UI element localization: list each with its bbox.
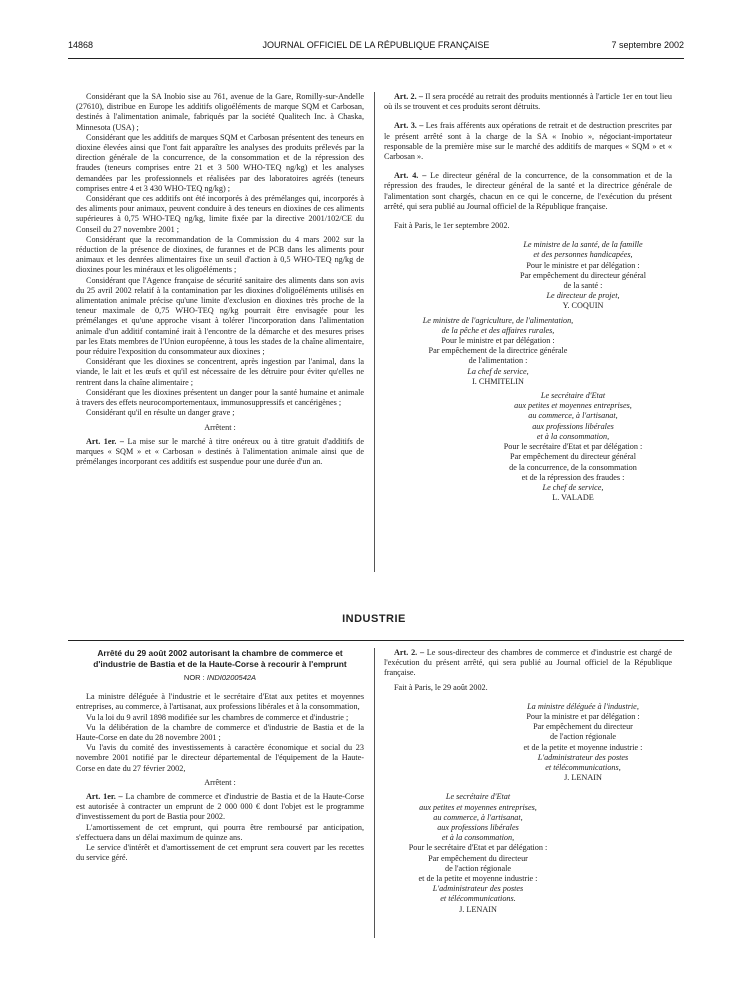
sig-line: de l'action régionale [444, 863, 512, 873]
sig-line: Par empêchement du directeur [533, 722, 633, 732]
decree-title: Arrêté du 29 août 2002 autorisant la chambre de commerce et d'industrie de Bastia et de la Haute-Corse à recourir à l'emprunt [93, 648, 347, 669]
article-1-text: La mise sur le marché à titre onéreux ou à titre gratuit d'additifs de marques « SQM » et « Carbosan » destinés à l'alimentation animale ainsi que de prémélanges incorporant ces additifs est suspendue pour une durée d'un an. [76, 436, 365, 467]
sig-line: aux petites et moyennes entreprises, [419, 802, 537, 812]
sig-line: de la santé : [563, 281, 603, 291]
service-paragraph: Le service d'intérêt et d'amortissement de cet emprunt sera couvert par les recettes du service géré. [76, 843, 364, 863]
signature-block-secretaire [384, 792, 572, 914]
article-2 [384, 648, 672, 679]
issue-date: 7 septembre 2002 [611, 40, 684, 50]
sig-line: et télécommunications, [545, 763, 621, 773]
sig-line: au commerce, à l'artisanat, [433, 812, 523, 822]
article-2-text: Le sous-directeur des chambres de commerce et d'industrie est chargé de l'exécution du présent arrêté, qui sera publié au Journal officiel de la République française. [384, 648, 672, 678]
sig-line: Le secrétaire d'Etat [540, 391, 606, 401]
bottom-right-column [384, 648, 672, 915]
article-4 [384, 171, 672, 212]
sig-line: Par empêchement du directeur général [520, 270, 646, 280]
sig-line: et de la petite et moyenne industrie : [418, 874, 538, 884]
signatory-name: L. VALADE [552, 493, 594, 503]
column-divider-top [374, 92, 375, 572]
signatory-name: J. LENAIN [459, 904, 497, 914]
top-left-column [76, 92, 364, 467]
sig-line: Par empêchement de la directrice générale [428, 346, 568, 356]
sig-line: de l'alimentation : [468, 356, 528, 366]
arretent-label: Arrêtent : [204, 422, 236, 432]
sig-line: Par empêchement du directeur général [510, 452, 636, 462]
sig-line: Pour le secrétaire d'Etat et par délégation : [503, 442, 643, 452]
header-rule [68, 58, 684, 59]
nor-reference [76, 673, 364, 683]
article-1-text: La chambre de commerce et d'industrie de Bastia et de la Haute-Corse est autorisée à contracter un emprunt de 2 000 000 € dont l'objet est le programme d'investissement du port de Bastia pour 2002. [76, 792, 365, 822]
considerant-3: Considérant que ces additifs ont été incorporés à des prémélanges qui, incorporés à des aliments pour animaux, peuvent conduire à des teneurs en dioxines de ces aliments supérieures à 0,75 WHO-TEQ ng/kg, limite fixée par la directive 2001/102/CE du Conseil du 27 novembre 2001 ; [76, 194, 364, 234]
signature-block-agriculture [384, 316, 612, 387]
considerant-1: Considérant que la SA Inobio sise au 761, avenue de la Gare, Romilly-sur-Andelle (27610), distribue en Europe les additifs oligoéléments de marque SQM et Carbosan, destinés à l'alimentation animale, fabriqués par la société Qualitech Inc. à Chaska, Minnesota (USA) ; [76, 92, 364, 132]
considerant-2: Considérant que les additifs de marques SQM et Carbosan présentent des teneurs en dioxine élevées ainsi que l'ont fait apparaître les analyses des produits prélevés par la direction générale de la concurrence, de la consommation et de la répression des fraudes (teneurs comprises entre 21 et 3 500 WHO-TEQ ng/kg) et les analyses demandées par les professionnels et réalisées par des laboratoires agréés (teneurs comprises entre 4 et 3 430 WHO-TEQ ng/kg) ; [76, 132, 364, 193]
article-1-label: Art. 1er. – [86, 436, 124, 446]
sig-line: Par empêchement du directeur [428, 853, 528, 863]
preamble-3: Vu la délibération de la chambre de commerce et d'industrie de Bastia et de la Haute-Corse en date du 28 novembre 2001 ; [76, 722, 364, 743]
page-number: 14868 [68, 40, 94, 50]
sig-line: au commerce, à l'artisanat, [528, 411, 618, 421]
page-header [68, 40, 684, 54]
signature-block-secretaire [474, 391, 672, 503]
considerant-8: Considérant qu'il en résulte un danger grave ; [86, 408, 235, 418]
article-3-text: Les frais afférents aux opérations de retrait et de destruction prescrites par le présent arrêté sont à la charge de la SA « Inobio », négociant-importateur responsable de la première mise sur le marché des additifs de marques « SQM » et « Carbosan ». [384, 121, 673, 162]
article-1 [76, 437, 364, 468]
sig-line: Le chef de service, [542, 482, 604, 492]
article-2-label: Art. 2. – [394, 92, 423, 101]
signature-block-sante [494, 240, 672, 311]
column-divider-bottom [374, 648, 375, 938]
sig-line: L'administrateur des postes [432, 884, 524, 894]
nor-label: NOR : [183, 673, 205, 682]
sig-line: et de la répression des fraudes : [521, 472, 625, 482]
considerant-5: Considérant que l'Agence française de sécurité sanitaire des aliments dans son avis du 25 avril 2002 relatif à la contamination par les dioxines d'oligoéléments utilisés en alimentation animale précise qu'une limite d'exclusion en dioxines très proche de la teneur maximale de 0,75 WHO-TEQ ng/kg pourrait être envisagée pour les prémélanges et qu'une approche visant à tolérer l'incorporation dans l'alimentation animale d'un additif contaminé irait à l'encontre de la démarche et des mesures prises par les Etats membres de l'Union européenne, à tous les stades de la chaîne alimentaire, pour réduire l'exposition du consommateur aux dioxines ; [76, 275, 364, 357]
preamble-2: Vu la loi du 9 avril 1898 modifiée sur les chambres de commerce et d'industrie ; [86, 712, 349, 722]
bottom-left-column [76, 648, 364, 863]
sig-line: et de la petite et moyenne industrie : [523, 742, 643, 752]
considerant-6: Considérant que les dioxines se concentrent, après ingestion par l'animal, dans la viande, le lait et les œufs et qu'il est nécessaire de les détruire pour éviter qu'elles ne rentrent dans la chaîne alimentaire ; [76, 357, 364, 387]
signatory-name: J. LENAIN [564, 773, 602, 783]
sig-line: aux professions libérales [532, 421, 614, 431]
arretent-label: Arrêtent : [204, 777, 236, 787]
sig-line: Le ministre de la santé, de la famille [523, 240, 643, 250]
article-1 [76, 792, 364, 823]
article-3 [384, 121, 672, 162]
article-4-text: Le directeur général de la concurrence, de la consommation et de la répression des fraudes, le directeur général de la santé et la directrice générale de l'alimentation sont chargés, chacun en ce qui le concerne, de l'exécution du présent arrêté, qui sera publié au Journal officiel de la République française. [384, 171, 673, 211]
sig-line: de la pêche et des affaires rurales, [441, 325, 555, 335]
article-2-label: Art. 2. – [394, 648, 425, 657]
sig-line: et des personnes handicapées, [533, 250, 633, 260]
nor-value: INDI0200542A [206, 673, 257, 682]
sig-line: aux professions libérales [437, 823, 519, 833]
article-2 [384, 92, 672, 112]
fait-a-paris: Fait à Paris, le 29 août 2002. [394, 682, 488, 692]
fait-a-paris: Fait à Paris, le 1er septembre 2002. [394, 221, 510, 231]
sig-line: Pour le secrétaire d'Etat et par délégation : [408, 843, 548, 853]
sig-line: Le directeur de projet, [546, 291, 620, 301]
sig-line: et à la consommation, [441, 833, 515, 843]
section-title: INDUSTRIE [342, 613, 406, 625]
article-2-text: Il sera procédé au retrait des produits mentionnés à l'article 1er en tout lieu où ils se trouvent et ces produits seront détruits. [384, 92, 672, 112]
considerant-4: Considérant que la recommandation de la Commission du 4 mars 2002 sur la réduction de la présence de dioxines, de furannes et de PCB dans les aliments pour animaux et les denrées alimentaires fixe un seuil d'action à 0,5 WHO-TEQ ng/kg de dioxines pour les minéraux et les oligoéléments ; [76, 234, 364, 275]
sig-line: Pour le ministre et par délégation : [441, 336, 555, 346]
sig-line: Le secrétaire d'Etat [445, 792, 511, 802]
top-right-column [384, 92, 672, 503]
sig-line: aux petites et moyennes entreprises, [514, 401, 632, 411]
sig-line: de l'action régionale [549, 732, 617, 742]
sig-line: de la concurrence, de la consommation [509, 462, 637, 472]
sig-line: La ministre déléguée à l'industrie, [527, 701, 639, 711]
sig-line: Pour la ministre et par délégation : [526, 712, 640, 722]
signatory-name: I. CHMITELIN [472, 376, 524, 386]
preamble-1: La ministre déléguée à l'industrie et le secrétaire d'Etat aux petites et moyennes entreprises, au commerce, à l'artisanat, aux professions libérales et à la consommation, [76, 692, 364, 712]
amortissement-paragraph: L'amortissement de cet emprunt, qui pourra être remboursé par anticipation, s'effectuera dans un délai maximum de quinze ans. [76, 822, 364, 842]
signatory-name: Y. COQUIN [562, 301, 604, 311]
sig-line: et télécommunications. [440, 894, 516, 904]
preamble-4: Vu l'avis du comité des investissements à caractère économique et social du 23 novembre 2001 notifié par le directeur départemental de l'équipement de la Haute-Corse en date du 27 février 2002, [76, 743, 364, 773]
article-3-label: Art. 3. – [394, 121, 424, 131]
considerant-7: Considérant que les dioxines présentent un danger pour la santé humaine et animale à travers des effets neurocomportementaux, immunosuppressifs et cancérigènes ; [76, 387, 364, 408]
sig-line: La chef de service, [467, 366, 529, 376]
article-4-label: Art. 4. – [394, 171, 427, 181]
sig-line: Pour le ministre et par délégation : [526, 260, 640, 270]
signature-block-industrie [494, 702, 672, 784]
sig-line: et à la consommation, [536, 431, 610, 441]
sig-line: Le ministre de l'agriculture, de l'alimentation, [422, 315, 574, 325]
article-1-label: Art. 1er. – [86, 792, 123, 802]
journal-title: JOURNAL OFFICIEL DE LA RÉPUBLIQUE FRANÇAISE [262, 40, 490, 50]
sig-line: L'administrateur des postes [537, 752, 629, 762]
section-rule [68, 640, 684, 641]
